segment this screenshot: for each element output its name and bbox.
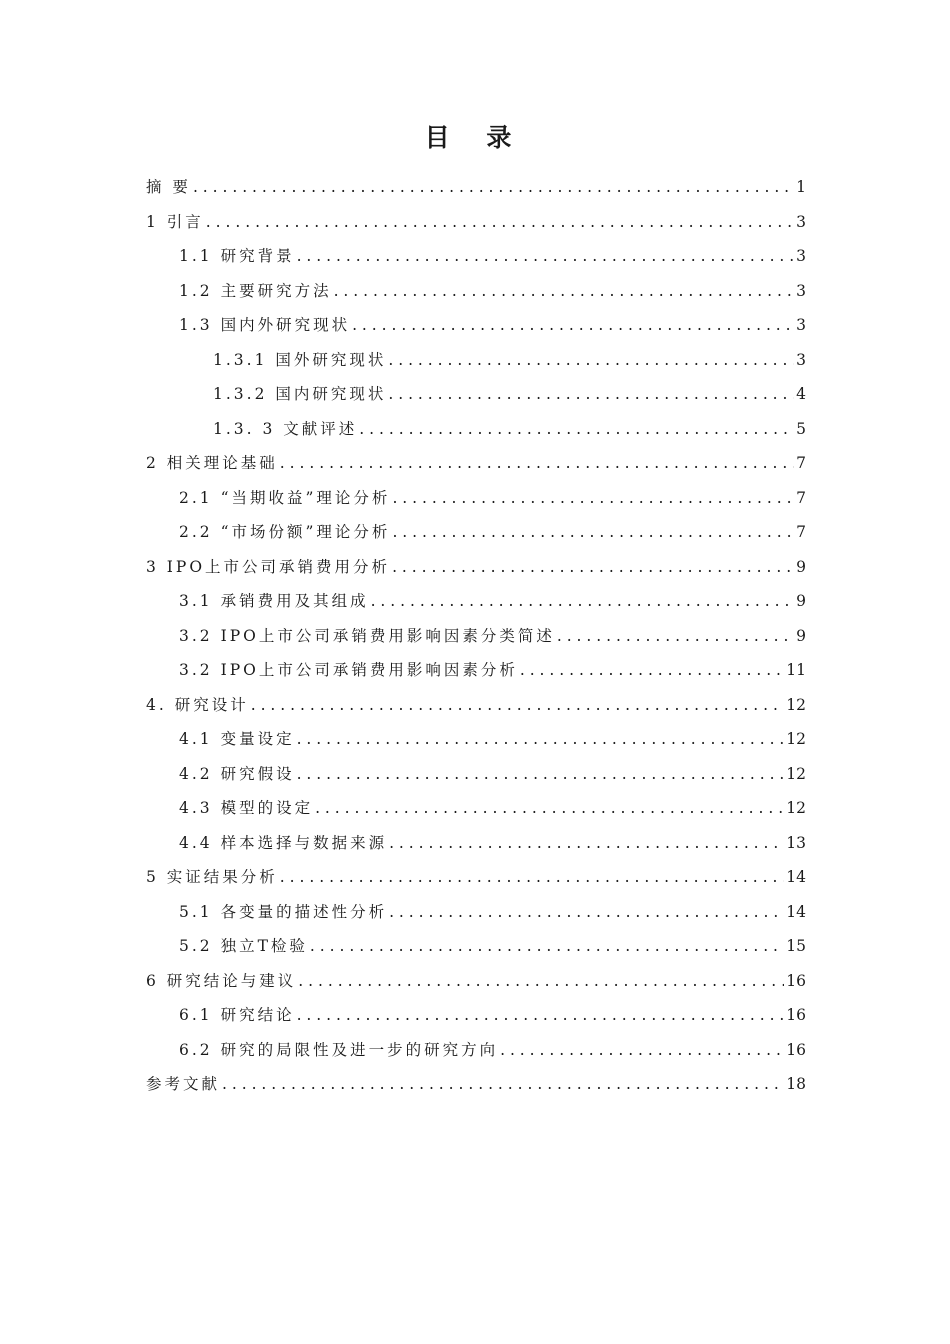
toc-entry[interactable] bbox=[146, 757, 806, 792]
toc-entry-page-number: 14 bbox=[786, 868, 806, 886]
dot-leader bbox=[392, 515, 794, 550]
toc-entry[interactable] bbox=[146, 860, 806, 895]
toc-entry-label: 3 IPO上市公司承销费用分析 bbox=[146, 557, 391, 576]
toc-entry-label: 4. 研究设计 bbox=[146, 695, 249, 714]
toc-entry-label: 6 研究结论与建议 bbox=[146, 971, 297, 990]
toc-entry-label: 参考文献 bbox=[146, 1075, 221, 1093]
toc-entry[interactable] bbox=[146, 205, 806, 240]
toc-entry-page-number: 3 bbox=[796, 281, 806, 300]
dot-leader bbox=[298, 964, 784, 999]
toc-entry-page-number: 14 bbox=[786, 902, 806, 921]
dot-leader bbox=[280, 446, 794, 481]
toc-entry-page-number: 7 bbox=[796, 454, 806, 472]
toc-entry[interactable] bbox=[146, 412, 806, 447]
toc-entry-label: 3.1 承销费用及其组成 bbox=[179, 592, 369, 610]
page-title: 目 录 bbox=[424, 123, 526, 152]
dot-leader bbox=[297, 998, 785, 1033]
toc-entry-label: 6.1 研究结论 bbox=[179, 1006, 295, 1024]
dot-leader bbox=[388, 377, 794, 412]
toc-entry-page-number: 16 bbox=[786, 971, 806, 990]
toc-entry-page-number: 13 bbox=[786, 833, 806, 852]
dot-leader bbox=[500, 1033, 784, 1068]
toc-entry[interactable] bbox=[146, 929, 806, 964]
toc-entry-label: 4.2 研究假设 bbox=[179, 764, 295, 783]
toc-entry-label: 5.1 各变量的描述性分析 bbox=[179, 902, 388, 921]
toc-entry-page-number: 7 bbox=[796, 488, 806, 507]
toc-entry[interactable] bbox=[146, 343, 806, 378]
toc-entry-page-number: 3 bbox=[796, 350, 806, 369]
dot-leader bbox=[334, 274, 795, 309]
dot-leader bbox=[251, 688, 785, 723]
toc-entry-label: 4.3 模型的设定 bbox=[179, 799, 314, 817]
dot-leader bbox=[392, 550, 794, 585]
toc-entry-label: 1.3.1 国外研究现状 bbox=[213, 350, 387, 369]
toc-entry-label: 3.2 IPO上市公司承销费用影响因素分析 bbox=[179, 661, 518, 679]
toc-entry-page-number: 3 bbox=[796, 247, 806, 265]
toc-entry-label: 5.2 独立T检验 bbox=[179, 937, 308, 955]
toc-entry-label: 3.2 IPO上市公司承销费用影响因素分类简述 bbox=[179, 626, 555, 645]
toc-entry[interactable] bbox=[146, 826, 806, 861]
toc-entry[interactable] bbox=[146, 274, 806, 309]
toc-entry[interactable] bbox=[146, 998, 806, 1033]
toc-entry-label: 1.3 国内外研究现状 bbox=[179, 316, 351, 334]
toc-entry[interactable] bbox=[146, 446, 806, 481]
toc-entry-page-number: 11 bbox=[786, 661, 806, 679]
toc-entry-page-number: 16 bbox=[786, 1006, 806, 1024]
toc-entry[interactable] bbox=[146, 584, 806, 619]
toc-entry[interactable] bbox=[146, 964, 806, 999]
dot-leader bbox=[392, 481, 794, 516]
toc-entry-page-number: 12 bbox=[786, 695, 806, 714]
toc-entry-label: 1 引言 bbox=[146, 212, 204, 231]
dot-leader bbox=[297, 722, 785, 757]
toc-entry-label: 6.2 研究的局限性及进一步的研究方向 bbox=[179, 1040, 499, 1059]
toc-entry-page-number: 9 bbox=[796, 592, 806, 610]
dot-leader bbox=[315, 791, 784, 826]
dot-leader bbox=[206, 205, 794, 240]
toc-entry[interactable] bbox=[146, 1033, 806, 1068]
toc-entry-label: 1.2 主要研究方法 bbox=[179, 281, 332, 300]
dot-leader bbox=[297, 757, 785, 792]
dot-leader bbox=[297, 239, 795, 274]
toc-entry[interactable] bbox=[146, 550, 806, 585]
dot-leader bbox=[193, 170, 794, 205]
toc-entry-label: 1.3.2 国内研究现状 bbox=[213, 385, 387, 403]
toc-entry-page-number: 4 bbox=[796, 385, 806, 403]
toc-entry-page-number: 7 bbox=[796, 523, 806, 541]
dot-leader bbox=[389, 895, 784, 930]
toc-entry[interactable] bbox=[146, 1067, 806, 1102]
toc-entry-page-number: 16 bbox=[786, 1040, 806, 1059]
toc-entry-label: 4.1 变量设定 bbox=[179, 730, 295, 748]
dot-leader bbox=[388, 343, 794, 378]
dot-leader bbox=[359, 412, 794, 447]
table-of-contents bbox=[146, 170, 806, 1102]
toc-entry-label: 2.1 “当期收益”理论分析 bbox=[179, 488, 391, 507]
toc-entry-label: 摘 要 bbox=[146, 178, 191, 196]
dot-leader bbox=[389, 826, 784, 861]
toc-entry[interactable] bbox=[146, 791, 806, 826]
dot-leader bbox=[352, 308, 794, 343]
toc-entry-page-number: 1 bbox=[796, 178, 806, 196]
toc-entry-page-number: 9 bbox=[796, 626, 806, 645]
toc-entry[interactable] bbox=[146, 170, 806, 205]
toc-entry-page-number: 12 bbox=[786, 764, 806, 783]
toc-entry[interactable] bbox=[146, 619, 806, 654]
toc-entry-label: 5 实证结果分析 bbox=[146, 868, 278, 886]
toc-entry-page-number: 12 bbox=[786, 730, 806, 748]
toc-entry-page-number: 5 bbox=[796, 419, 806, 438]
toc-entry-label: 1.3. 3 文献评述 bbox=[213, 419, 358, 438]
toc-entry-page-number: 18 bbox=[786, 1075, 806, 1093]
toc-entry[interactable] bbox=[146, 688, 806, 723]
toc-entry-label: 1.1 研究背景 bbox=[179, 247, 295, 265]
toc-entry[interactable] bbox=[146, 895, 806, 930]
dot-leader bbox=[557, 619, 794, 654]
dot-leader bbox=[222, 1067, 784, 1102]
toc-entry[interactable] bbox=[146, 515, 806, 550]
toc-entry[interactable] bbox=[146, 722, 806, 757]
toc-entry-page-number: 15 bbox=[786, 937, 806, 955]
toc-entry-page-number: 3 bbox=[796, 316, 806, 334]
toc-entry-page-number: 3 bbox=[796, 212, 806, 231]
toc-entry[interactable] bbox=[146, 653, 806, 688]
toc-entry-page-number: 9 bbox=[796, 557, 806, 576]
toc-entry-label: 4.4 样本选择与数据来源 bbox=[179, 833, 388, 852]
toc-entry-label: 2 相关理论基础 bbox=[146, 454, 278, 472]
toc-entry[interactable] bbox=[146, 377, 806, 412]
dot-leader bbox=[371, 584, 795, 619]
toc-entry[interactable] bbox=[146, 239, 806, 274]
toc-entry[interactable] bbox=[146, 481, 806, 516]
toc-entry-label: 2.2 “市场份额”理论分析 bbox=[179, 523, 391, 541]
dot-leader bbox=[520, 653, 784, 688]
toc-entry[interactable] bbox=[146, 308, 806, 343]
dot-leader bbox=[310, 929, 784, 964]
toc-entry-page-number: 12 bbox=[786, 799, 806, 817]
dot-leader bbox=[280, 860, 784, 895]
